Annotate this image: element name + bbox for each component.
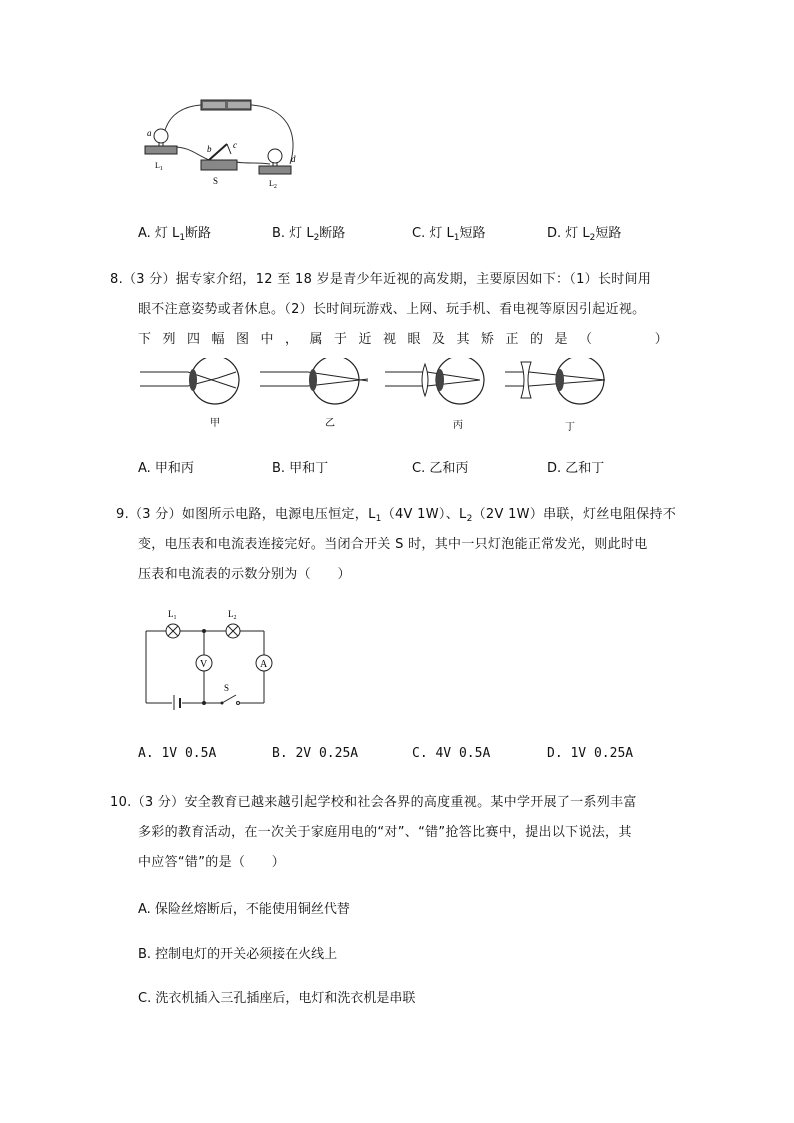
eye-diagram-ding: [505, 358, 605, 433]
q8-option-b[interactable]: B. 甲和丁: [272, 461, 329, 476]
q10-option-b[interactable]: B. 控制电灯的开关必须接在火线上: [138, 947, 338, 962]
label-l2: $L_2$: [269, 179, 277, 190]
lamp-l1-symbol: [166, 624, 180, 638]
q7-circuit-figure: [135, 92, 325, 192]
q9-line2: 变，电压表和电流表连接完好。当闭合开关 S 时，其中一只灯泡能正常发光，则此时电: [138, 537, 648, 552]
q7-option-a[interactable]: A. 灯 $L_1$断路: [138, 226, 212, 243]
eye-diagram-jia: [140, 358, 239, 429]
q9-line1: 9.（3 分）如图所示电路，电源电压恒定，$L_1(4V$ 1W）、$L_2(2V$ 1W）串联，灯丝电阻保持不: [116, 507, 677, 524]
q9-option-b[interactable]: B. 2V 0.25A: [272, 746, 359, 761]
q10-option-a[interactable]: A. 保险丝熔断后，不能使用铜丝代替: [138, 902, 350, 917]
switch-s-base: [201, 160, 237, 170]
q9-line3: 压表和电流表的示数分别为（ ）: [138, 567, 351, 582]
svg-text:丁: 丁: [565, 422, 575, 433]
q8-option-d[interactable]: D. 乙和丁: [547, 461, 605, 476]
label-s: S: [213, 176, 219, 186]
svg-text:甲: 甲: [210, 418, 220, 429]
label-l1: $L_1$: [168, 609, 177, 621]
lamp-l1-base: [145, 146, 177, 154]
q10-line1: 10.（3 分）安全教育已越来越引起学校和社会各界的高度重视。某中学开展了一系列丰富: [110, 795, 637, 810]
q8-option-c[interactable]: C. 乙和丙: [412, 461, 469, 476]
eye-diagram-bing: [385, 358, 484, 431]
label-l1: $L_1$: [155, 161, 163, 172]
label-b: b: [207, 144, 212, 154]
q8-line1: 8.（3 分）据专家介绍，12 至 18 岁是青少年近视的高发期，主要原因如下：（1）长时间用: [110, 272, 652, 287]
q10-line2: 多彩的教育活动，在一次关于家庭用电的“对”、“错”抢答比赛中，提出以下说法，其: [138, 825, 632, 840]
svg-text:丙: 丙: [453, 420, 463, 431]
q8-line2: 眼不注意姿势或者休息。（2）长时间玩游戏、上网、玩手机、看电视等原因引起近视。: [138, 302, 646, 317]
q8-line3: 下 列 四 幅 图 中 ， 属 于 近 视 眼 及 其 矫 正 的 是 （ ）: [138, 332, 668, 347]
q8-eye-figures: [140, 358, 620, 438]
label-l2: $L_2$: [228, 609, 237, 621]
lamp-l2-symbol: [226, 624, 240, 638]
q7-option-d[interactable]: D. 灯 $L_2$短路: [547, 226, 622, 243]
svg-text:乙: 乙: [325, 418, 335, 429]
q10-line3: 中应答“错”的是（ ）: [138, 855, 286, 870]
q8-option-a[interactable]: A. 甲和丙: [138, 461, 194, 476]
q9-option-c[interactable]: C. 4V 0.5A: [412, 746, 491, 761]
label-c: c: [233, 140, 237, 150]
q9-circuit-figure: [140, 605, 280, 710]
q7-option-c[interactable]: C. 灯 $L_1$短路: [412, 226, 486, 243]
lamp-l2-base: [259, 166, 291, 174]
q7-option-b[interactable]: B. 灯 $L_2$断路: [272, 226, 346, 243]
q10-option-c[interactable]: C. 洗衣机插入三孔插座后，电灯和洗衣机是串联: [138, 991, 416, 1006]
label-s: S: [224, 683, 230, 693]
voltmeter-label: V: [200, 659, 208, 670]
q9-option-a[interactable]: A. 1V 0.5A: [138, 746, 217, 761]
ammeter-label: A: [260, 659, 268, 670]
q9-option-d[interactable]: D. 1V 0.25A: [547, 746, 634, 761]
label-a: a: [147, 128, 152, 138]
eye-diagram-yi: [260, 358, 368, 429]
label-d: d: [291, 154, 296, 164]
